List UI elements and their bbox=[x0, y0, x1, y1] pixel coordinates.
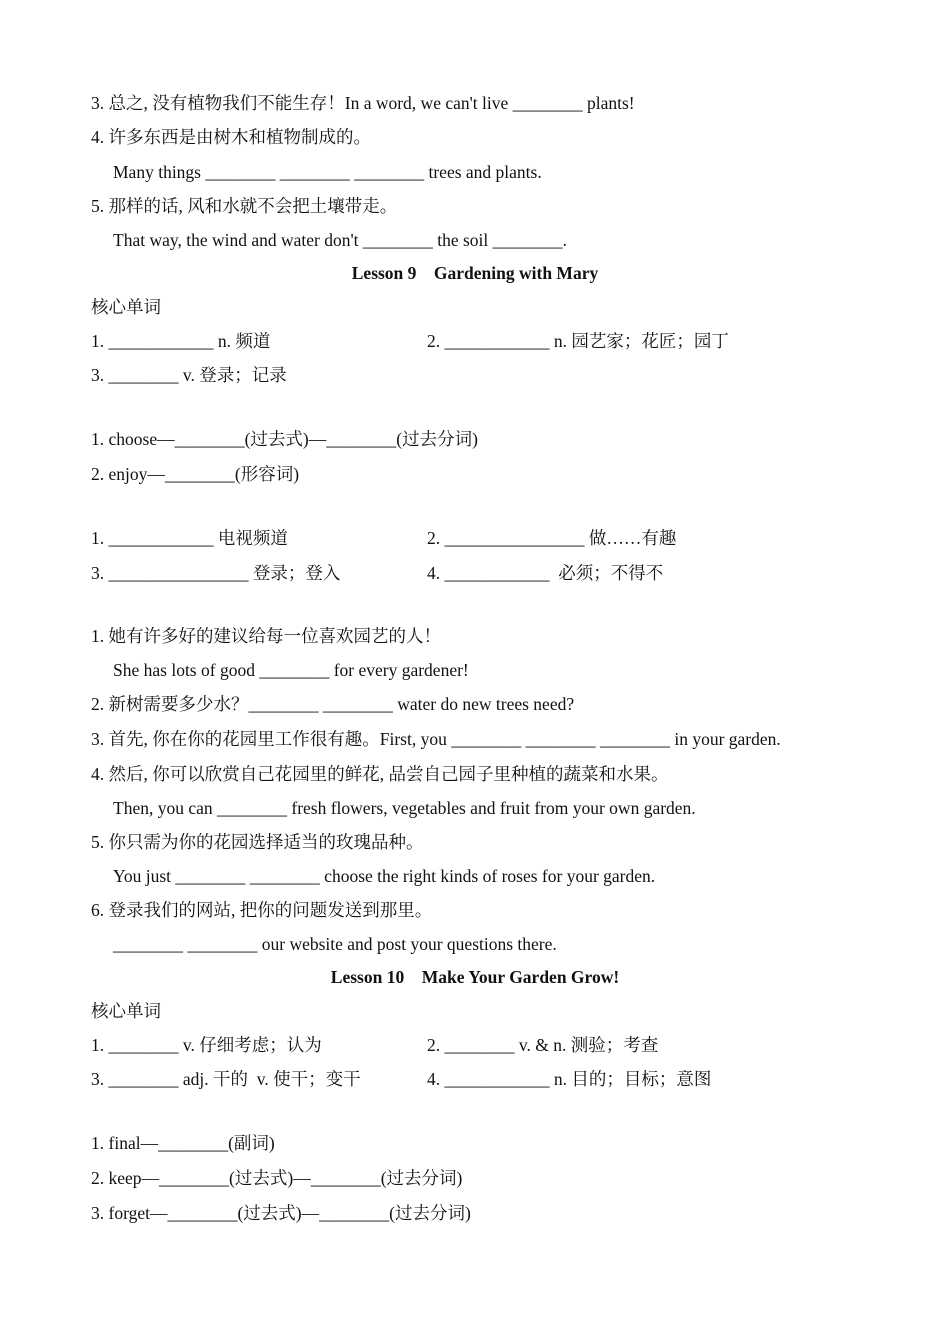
lesson-title: Lesson 9 Gardening with Mary bbox=[351, 263, 599, 283]
core-word-item: 3. ________ adj. 干的 v. 使干；变干 bbox=[91, 1069, 361, 1089]
core-word-item: 3. ________ v. 登录；记录 bbox=[91, 365, 287, 385]
sentence-line: ________ ________ our website and post your questions there. bbox=[113, 934, 557, 954]
phrase-item: 3. ________________ 登录；登入 bbox=[91, 563, 341, 583]
sentence-line: 5. 那样的话, 风和水就不会把土壤带走。 bbox=[91, 196, 398, 216]
phrase-item: 1. ____________ 电视频道 bbox=[91, 528, 288, 548]
phrase-item: 4. ____________ 必须；不得不 bbox=[427, 563, 664, 583]
sentence-line: Then, you can ________ fresh flowers, vegetables and fruit from your own garden. bbox=[113, 798, 696, 818]
word-form-item: 1. final—________(副词) bbox=[91, 1133, 275, 1153]
sentence-line: 3. 首先, 你在你的花园里工作很有趣。First, you ________ ________ ________ in your garden. bbox=[91, 729, 781, 749]
word-form-item: 1. choose—________(过去式)—________(过去分词) bbox=[91, 429, 478, 449]
phrase-item: 2. ________________ 做……有趣 bbox=[427, 528, 677, 548]
sentence-line: She has lots of good ________ for every gardener! bbox=[113, 660, 469, 680]
section-heading: 核心单词 bbox=[91, 297, 161, 317]
section-heading: 核心单词 bbox=[91, 1001, 161, 1021]
word-form-item: 3. forget—________(过去式)—________(过去分词) bbox=[91, 1203, 471, 1223]
word-form-item: 2. keep—________(过去式)—________(过去分词) bbox=[91, 1168, 463, 1188]
sentence-line: 3. 总之, 没有植物我们不能生存！In a word, we can't live ________ plants! bbox=[91, 93, 635, 113]
lesson-title: Lesson 10 Make Your Garden Grow! bbox=[330, 967, 620, 987]
sentence-line: 5. 你只需为你的花园选择适当的玫瑰品种。 bbox=[91, 832, 424, 852]
sentence-line: 1. 她有许多好的建议给每一位喜欢园艺的人！ bbox=[91, 626, 441, 646]
word-form-item: 2. enjoy—________(形容词) bbox=[91, 464, 300, 484]
sentence-line: 6. 登录我们的网站, 把你的问题发送到那里。 bbox=[91, 900, 433, 920]
sentence-line: 2. 新树需要多少水？________ ________ water do new trees need? bbox=[91, 694, 575, 714]
sentence-line: 4. 许多东西是由树木和植物制成的。 bbox=[91, 127, 371, 147]
sentence-line: 4. 然后, 你可以欣赏自己花园里的鲜花, 品尝自己园子里种植的蔬菜和水果。 bbox=[91, 764, 669, 784]
sentence-line: You just ________ ________ choose the right kinds of roses for your garden. bbox=[113, 866, 656, 886]
core-word-item: 2. ________ v. & n. 测验；考查 bbox=[427, 1035, 659, 1055]
sentence-line: That way, the wind and water don't ________ the soil ________. bbox=[113, 230, 568, 250]
sentence-line: Many things ________ ________ ________ trees and plants. bbox=[113, 162, 542, 182]
core-word-item: 1. ________ v. 仔细考虑；认为 bbox=[91, 1035, 322, 1055]
core-word-item: 2. ____________ n. 园艺家；花匠；园丁 bbox=[427, 331, 729, 351]
core-word-item: 4. ____________ n. 目的；目标；意图 bbox=[427, 1069, 712, 1089]
core-word-item: 1. ____________ n. 频道 bbox=[91, 331, 271, 351]
